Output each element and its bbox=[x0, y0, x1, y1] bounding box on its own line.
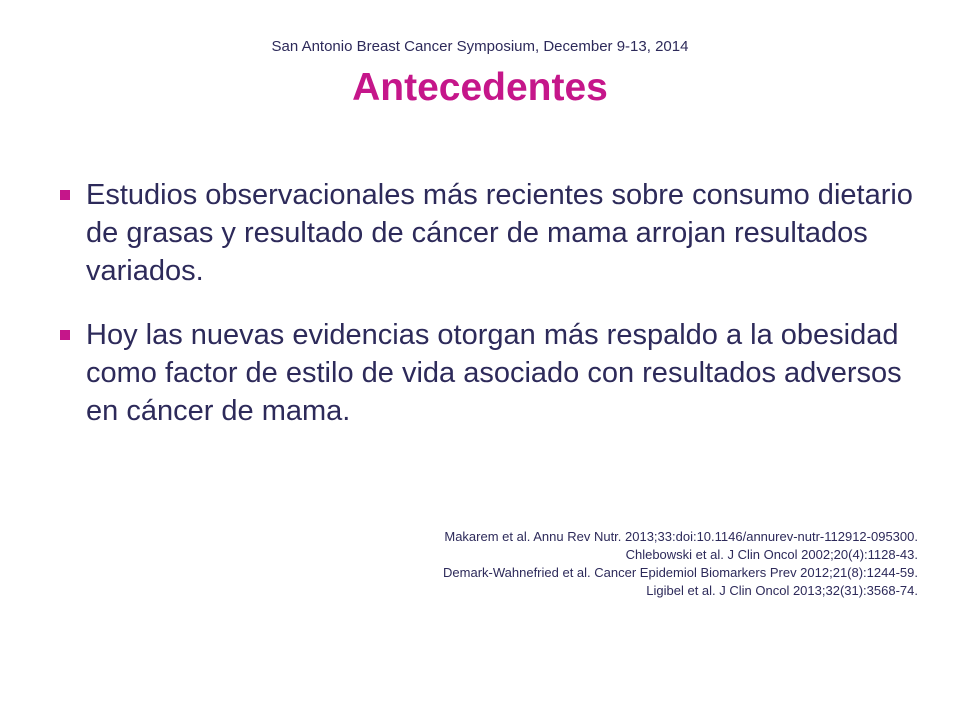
reference-line: Demark-Wahnefried et al. Cancer Epidemiol Biomarkers Prev 2012;21(8):1244-59. bbox=[443, 565, 918, 580]
slide-title: Antecedentes bbox=[352, 66, 608, 109]
reference-line: Chlebowski et al. J Clin Oncol 2002;20(4):1128-43. bbox=[625, 547, 918, 562]
bullet-text: Estudios observacionales más recientes sobre consumo dietario de grasas y resultado de cáncer de mama arrojan resultados variados. bbox=[86, 179, 913, 287]
bullet-item bbox=[58, 176, 918, 290]
bullet-list bbox=[58, 176, 918, 456]
bullet-item bbox=[58, 316, 918, 430]
square-bullet-icon bbox=[60, 330, 70, 340]
square-bullet-icon bbox=[60, 190, 70, 200]
conference-header: San Antonio Breast Cancer Symposium, December 9-13, 2014 bbox=[271, 38, 689, 55]
bullet-text: Hoy las nuevas evidencias otorgan más respaldo a la obesidad como factor de estilo de vida asociado con resultados adversos en cáncer de mama. bbox=[86, 319, 902, 427]
reference-line: Ligibel et al. J Clin Oncol 2013;32(31):3568-74. bbox=[646, 583, 918, 598]
references bbox=[443, 528, 918, 600]
reference-line: Makarem et al. Annu Rev Nutr. 2013;33:doi:10.1146/annurev-nutr-112912-095300. bbox=[444, 529, 918, 544]
